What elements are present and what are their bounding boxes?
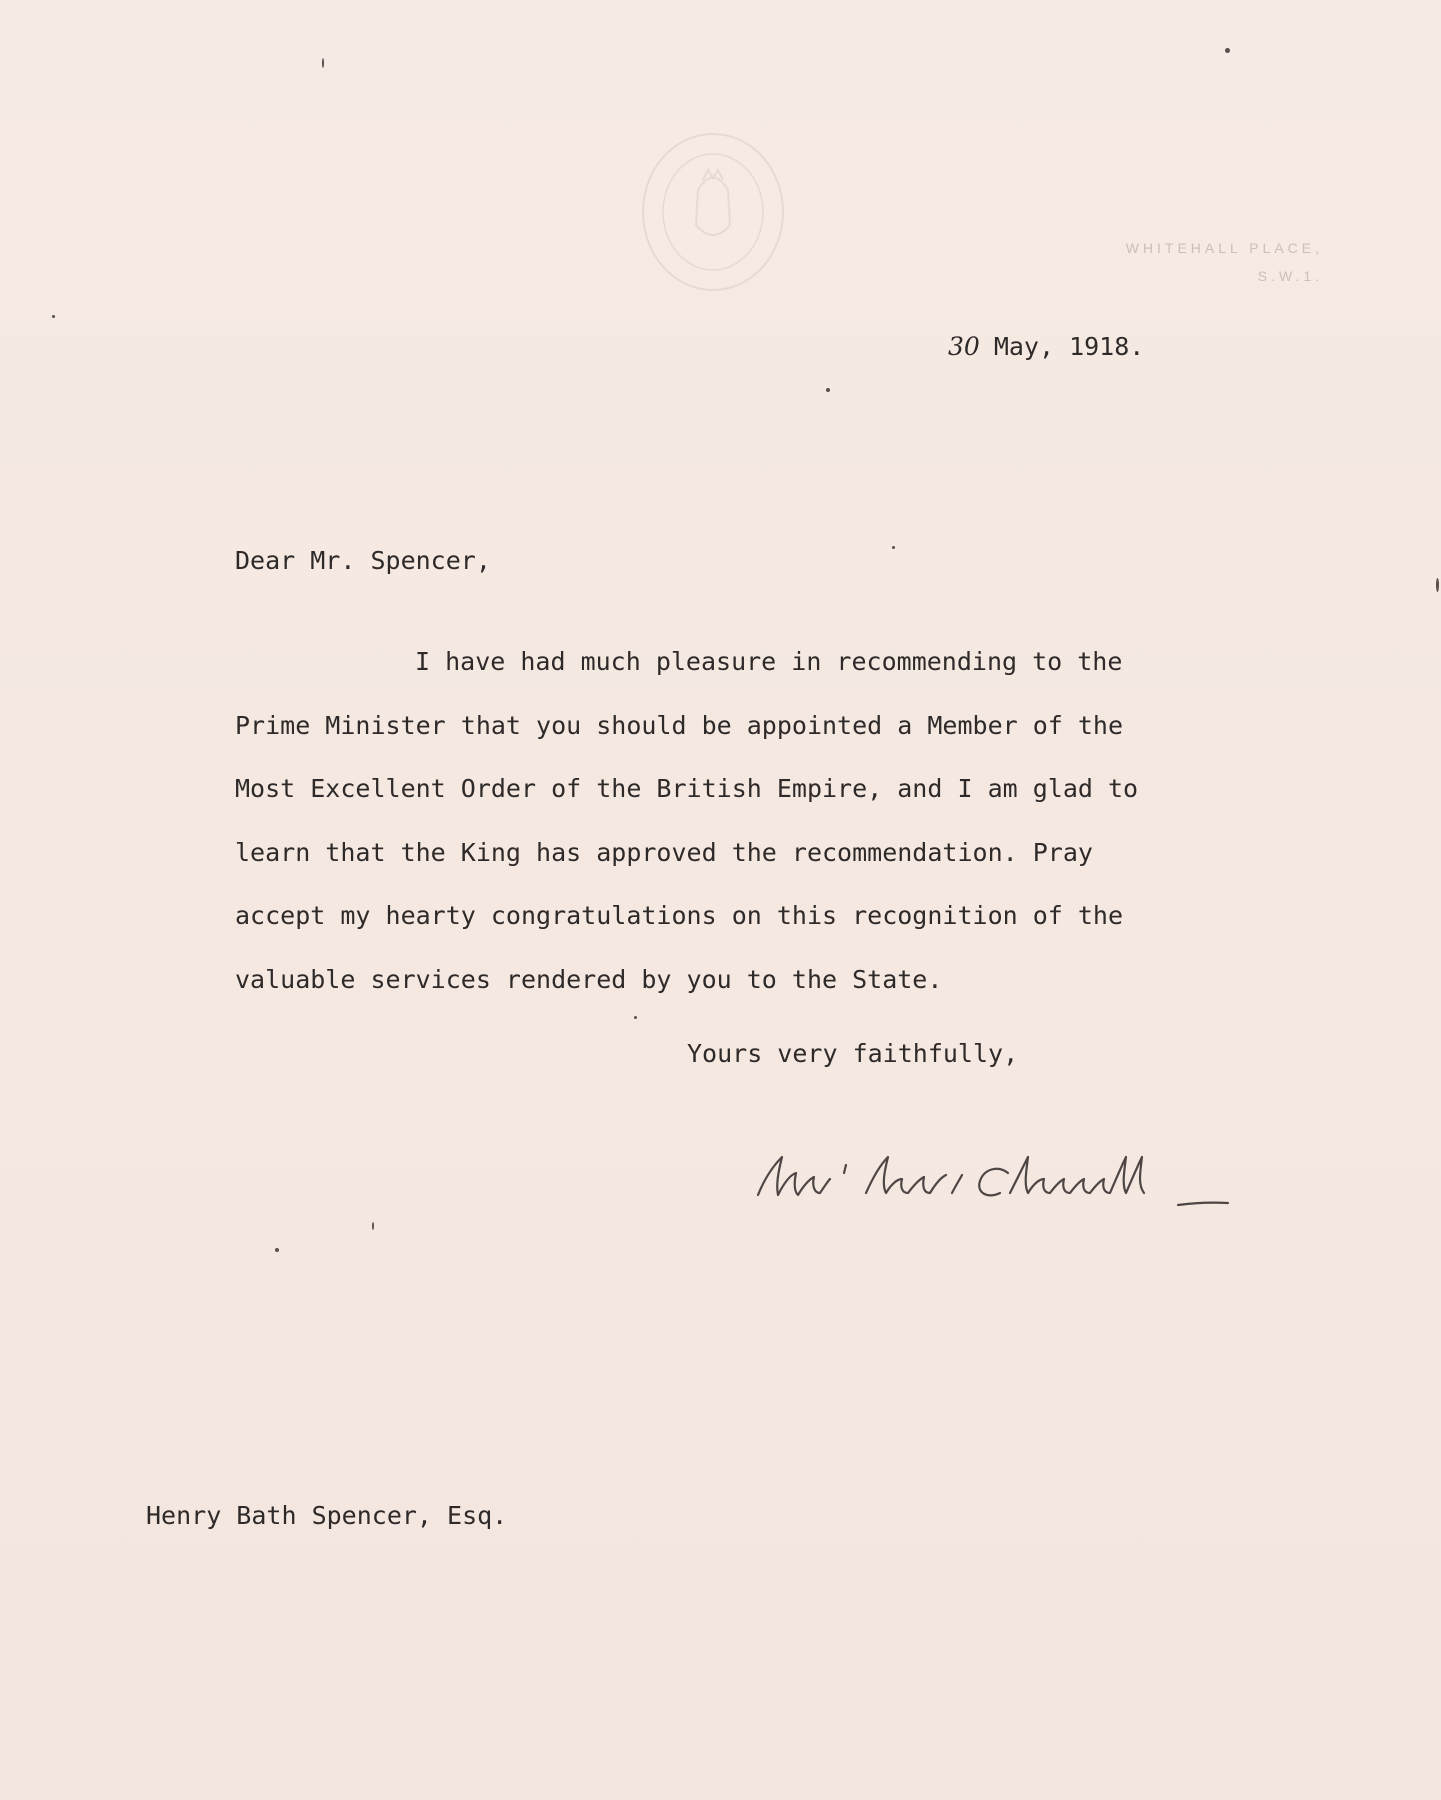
paper-speck [634, 1016, 637, 1019]
paper-speck [372, 1222, 374, 1230]
body-line: learn that the King has approved the recommendation. Pray [235, 837, 1093, 867]
letter-body [235, 630, 1138, 1011]
salutation: Dear Mr. Spencer, [235, 546, 491, 575]
paper-speck [322, 58, 324, 68]
letter-date [948, 332, 1144, 361]
date-month-year: May, 1918. [993, 332, 1145, 361]
address-line-1: WHITEHALL PLACE, [1125, 240, 1323, 256]
signature-icon [748, 1135, 1238, 1215]
embossed-seal-icon [638, 130, 788, 295]
paper-speck [1225, 48, 1230, 53]
paper-speck [52, 315, 55, 318]
paper-speck [1436, 578, 1439, 592]
complimentary-close: Yours very faithfully, [687, 1039, 1019, 1068]
body-line: accept my hearty congratulations on this recognition of the [235, 901, 1124, 930]
letterhead-address [1126, 234, 1323, 290]
address-line-2: S.W.1. [1257, 268, 1323, 284]
paper-speck [892, 546, 895, 549]
body-line: valuable services rendered by you to the State. [235, 964, 943, 994]
date-day: 30 [948, 332, 980, 361]
paper-speck [826, 388, 830, 392]
body-line: I have had much pleasure in recommending to the [415, 647, 1123, 676]
recipient-name: Henry Bath Spencer, Esq. [146, 1501, 508, 1530]
body-line: Prime Minister that you should be appointed a Member of the [235, 710, 1124, 740]
body-line: Most Excellent Order of the British Empire, and I am glad to [235, 774, 1139, 803]
paper-speck [275, 1248, 279, 1252]
